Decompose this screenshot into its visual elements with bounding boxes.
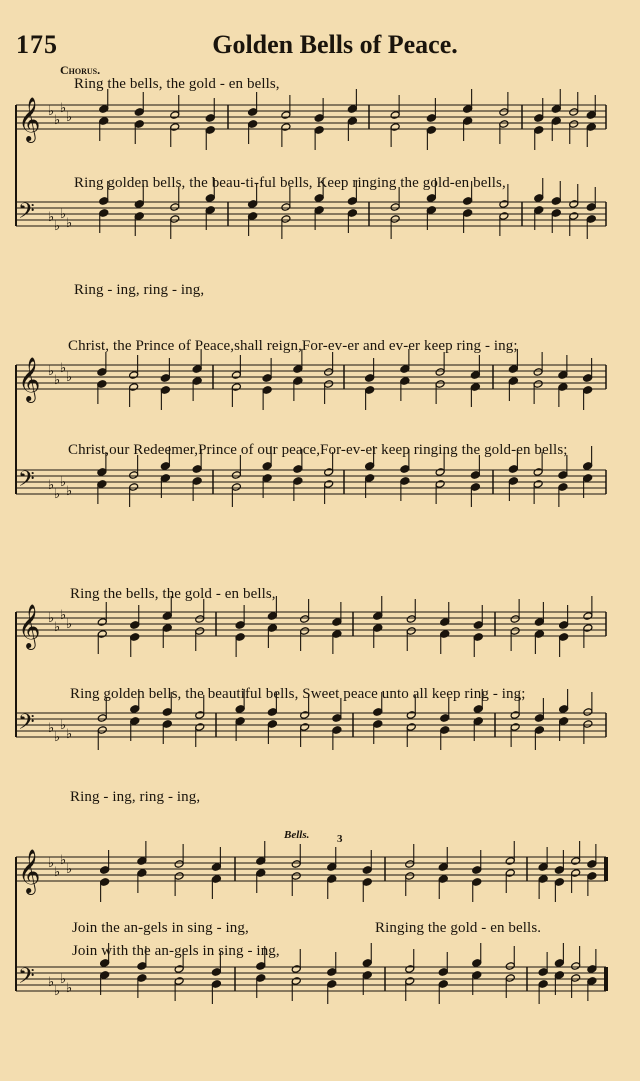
- flat-icon: ♭: [48, 364, 55, 379]
- triplet-mark: 3: [337, 833, 343, 845]
- flat-icon: ♭: [60, 718, 67, 733]
- lyric-line-9b: Ringing the gold - en bells.: [375, 920, 542, 936]
- flat-icon: ♭: [54, 219, 61, 234]
- flat-icon: ♭: [54, 620, 61, 635]
- lyric-line-8: Ring - ing, ring - ing,: [70, 789, 201, 805]
- flat-icon: ♭: [54, 730, 61, 745]
- lyric-line-9: Join the an-gels in sing - ing,: [72, 920, 249, 936]
- flat-icon: ♭: [60, 608, 67, 623]
- flat-icon: ♭: [66, 370, 73, 385]
- flat-icon: ♭: [60, 101, 67, 116]
- flat-icon: ♭: [48, 856, 55, 871]
- bells-annotation: Bells.: [284, 829, 310, 841]
- lyric-line-5: Christ,our Redeemer,Prince of our peace,For-ev-er keep ringing the gold-en bells;: [68, 442, 568, 458]
- flat-icon: ♭: [66, 110, 73, 125]
- flat-icon: ♭: [66, 484, 73, 499]
- lyric-line-6: Ring the bells, the gold - en bells,: [70, 586, 276, 602]
- lyric-line-2: Ring golden bells, the beau-ti-ful bells, Keep ringing the gold-en bells,: [74, 175, 506, 191]
- flat-icon: ♭: [48, 210, 55, 225]
- lyric-line-1: Ring the bells, the gold - en bells,: [74, 76, 280, 92]
- bass-clef-icon: 𝄢: [18, 964, 35, 994]
- flat-icon: ♭: [66, 617, 73, 632]
- flat-icon: ♭: [48, 721, 55, 736]
- hymn-title: Golden Bells of Peace.: [212, 30, 458, 59]
- bass-clef-icon: 𝄢: [18, 467, 35, 497]
- bass-clef-icon: 𝄢: [18, 710, 35, 740]
- treble-clef-icon: 𝄞: [18, 97, 41, 141]
- flat-icon: ♭: [60, 475, 67, 490]
- flat-icon: ♭: [60, 361, 67, 376]
- flat-icon: ♭: [54, 487, 61, 502]
- flat-icon: ♭: [54, 113, 61, 128]
- flat-icon: ♭: [48, 104, 55, 119]
- page-number: 175: [16, 30, 58, 59]
- treble-clef-icon: 𝄞: [18, 357, 41, 401]
- flat-icon: ♭: [66, 727, 73, 742]
- flat-icon: ♭: [66, 981, 73, 996]
- flat-icon: ♭: [48, 478, 55, 493]
- flat-icon: ♭: [54, 865, 61, 880]
- lyric-line-7: Ring golden bells, the beautiful bells, Sweet peace unto all keep ring - ing;: [70, 686, 526, 702]
- flat-icon: ♭: [48, 975, 55, 990]
- treble-clef-icon: 𝄞: [18, 604, 41, 648]
- bass-clef-icon: 𝄢: [18, 199, 35, 229]
- flat-icon: ♭: [54, 373, 61, 388]
- flat-icon: ♭: [60, 972, 67, 987]
- flat-icon: ♭: [60, 853, 67, 868]
- flat-icon: ♭: [48, 611, 55, 626]
- lyric-line-3: Ring - ing, ring - ing,: [74, 282, 205, 298]
- lyric-line-4: Christ, the Prince of Peace,shall reign,For-ev-er and ev-er keep ring - ing;: [68, 338, 518, 354]
- treble-clef-icon: 𝄞: [18, 849, 41, 893]
- flat-icon: ♭: [60, 207, 67, 222]
- lyric-line-10: Join with the an-gels in sing - ing,: [72, 943, 280, 959]
- flat-icon: ♭: [54, 984, 61, 999]
- flat-icon: ♭: [66, 862, 73, 877]
- chorus-label: Chorus.: [60, 63, 101, 77]
- flat-icon: ♭: [66, 216, 73, 231]
